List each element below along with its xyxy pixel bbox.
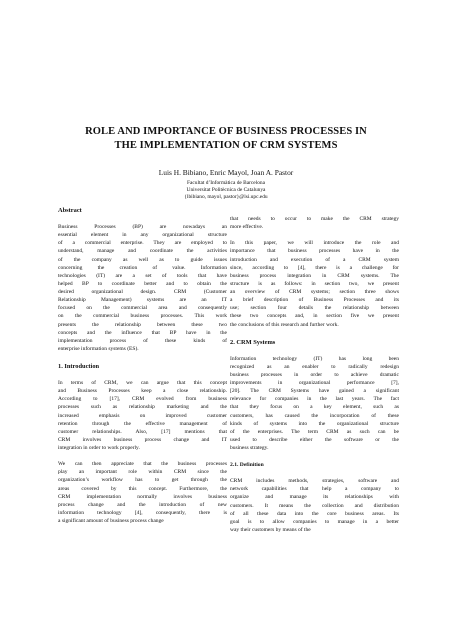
- text-line: use; section four details the relationship between: [230, 305, 399, 312]
- text-line: areas covered by this concept. Furthermore, the: [58, 485, 227, 492]
- introduction-paragraph-2-continued: [230, 215, 399, 231]
- text-line: implementation process of these kinds of: [58, 337, 227, 344]
- text-line: more effective.: [230, 224, 264, 231]
- text-line: these two concepts and, in section five we present: [230, 313, 399, 320]
- right-column: [230, 215, 399, 534]
- text-line: introduction and execution of a CRM system: [230, 256, 399, 263]
- text-line: improvements in organizational performance [7],: [230, 380, 399, 386]
- left-column: [58, 207, 227, 525]
- affiliation-university: Universitat Politècnica de Catalunya: [186, 187, 266, 194]
- introduction-paragraph-1: [58, 379, 227, 452]
- text-line: information technology [4], consequently, there is: [58, 509, 227, 516]
- text-line: importance that business processes have in the: [230, 248, 399, 255]
- text-line: structure is as follows: in section two, we present: [230, 280, 399, 287]
- text-line: that needs to occur to make the CRM strategy: [230, 216, 399, 222]
- text-line: concerning the creation of value. Information: [58, 264, 227, 271]
- text-line: In terms of CRM, we can argue that this concept: [58, 380, 227, 386]
- text-line: Business Processes (BP) are nowadays an: [58, 224, 227, 230]
- text-line: customers, has caused the incorporation of these: [230, 412, 399, 419]
- text-line: a significant amount of business process change: [58, 518, 164, 524]
- introduction-paragraph-2: [58, 460, 227, 525]
- text-line: a brief description of Business Processes and its: [230, 297, 399, 304]
- text-line: We can then appreciate that the business processes: [58, 461, 227, 468]
- text-line: kinds of systems into the organizational structure: [230, 420, 399, 427]
- text-line: essential element in any organizational structure: [58, 232, 227, 239]
- text-line: network capabilities that help a company to: [230, 486, 399, 493]
- introduction-paragraph-3: [230, 239, 399, 328]
- crm-systems-paragraph: [230, 355, 399, 453]
- text-line: process change and the introduction of new: [58, 501, 227, 508]
- text-line: way their customers by means of the: [230, 526, 311, 533]
- text-line: the conclusions of this research and further work.: [230, 321, 339, 328]
- text-line: CRM includes methods, strategies, software and: [230, 478, 399, 485]
- text-line: Information technology (IT) has long been: [230, 355, 399, 362]
- text-line: of all these data into the core business areas. Its: [230, 510, 399, 517]
- abstract-paragraph: [58, 223, 227, 353]
- text-line: business process integration in CRM systems. The: [230, 272, 399, 279]
- text-line: enterprise information systems (ES).: [58, 345, 139, 352]
- text-line: Relationship Management) systems are an IT: [58, 297, 227, 304]
- text-line: organization’s workflow has to get through the: [58, 477, 227, 484]
- text-line: goal is to allow companies to manage in a better: [230, 518, 399, 525]
- paper-title: [60, 125, 392, 153]
- text-line: of a commercial enterprise. They are employed to: [58, 240, 227, 247]
- text-line: According to [17], CRM evolved from business: [58, 396, 227, 403]
- affiliation-faculty: Facultat d’Informàtica de Barcelona: [187, 180, 265, 186]
- title-line-1: ROLE AND IMPORTANCE OF BUSINESS PROCESSES IN: [85, 126, 367, 137]
- text-line: business strategy.: [230, 445, 269, 451]
- title-line-2: THE IMPLEMENTATION OF CRM SYSTEMS: [114, 140, 338, 151]
- text-line: focused on the commercial area and consequently: [58, 305, 227, 312]
- text-line: an overview of CRM systems; section three shows: [230, 289, 399, 295]
- text-line: In this paper, we will introduce the role and: [230, 240, 399, 247]
- text-line: presents the relationship between these two: [58, 321, 227, 328]
- text-line: business processes in order to achieve dramatic: [230, 371, 399, 378]
- text-line: CRM involves business process change and IT: [58, 436, 227, 443]
- text-line: on the commercial business processes. This work: [58, 313, 227, 320]
- introduction-heading: 1. Introduction: [58, 363, 100, 370]
- text-line: customers. It means the collection and distribution: [230, 502, 399, 509]
- text-line: understand, manage and coordinate the activities: [58, 248, 227, 255]
- text-line: of the enterprises. The term CRM as such can be: [230, 428, 399, 435]
- affiliation-block: [0, 180, 452, 202]
- crm-systems-heading: 2. CRM Systems: [230, 338, 276, 346]
- text-line: technologies (IT) are a set of tools that have: [58, 272, 227, 279]
- text-line: integration in order to work properly.: [58, 445, 140, 451]
- text-line: concepts and the influence that BP have in the: [58, 329, 227, 336]
- text-line: helped BP to coordinate better and to obtain the: [58, 280, 227, 287]
- affiliation-emails: {lbibiano, mayol, pastor}@lsi.upc.edu: [184, 194, 268, 201]
- text-line: of the company as well as to guide issues: [58, 256, 227, 263]
- author-list: Luis H. Bibiano, Enric Mayol, Joan A. Pastor: [158, 168, 294, 177]
- definition-subheading: 2.1. Definition: [230, 462, 264, 469]
- text-line: customer relationships. Also, [17] mentions that: [58, 428, 227, 435]
- text-line: [20]. The CRM Systems have gained a significant: [230, 388, 399, 395]
- text-line: since, according to [4], there is a challenge for: [230, 264, 399, 271]
- text-line: retention through the effective management of: [58, 420, 227, 427]
- text-line: recognized as an enabler to radically redesign: [230, 363, 399, 370]
- text-line: used to describe either the software or the: [230, 436, 399, 443]
- text-line: processes such as relationship marketing and the: [58, 404, 227, 411]
- definition-paragraph: [230, 477, 399, 534]
- text-line: that they focus on a key element, such as: [230, 404, 399, 411]
- abstract-heading: Abstract: [58, 207, 82, 214]
- text-line: CRM implementation normally involves business: [58, 493, 227, 500]
- text-line: organize and manage its relationships with: [230, 494, 399, 501]
- text-line: increased emphasis on improved customer: [58, 412, 227, 419]
- text-line: relevance for companies in the last years. The fact: [230, 396, 399, 403]
- text-line: desired organizational design. CRM (Customer: [58, 289, 227, 295]
- text-line: and Business Processes keep a close relationship.: [58, 388, 227, 395]
- text-line: play an important role within CRM since the: [58, 469, 227, 476]
